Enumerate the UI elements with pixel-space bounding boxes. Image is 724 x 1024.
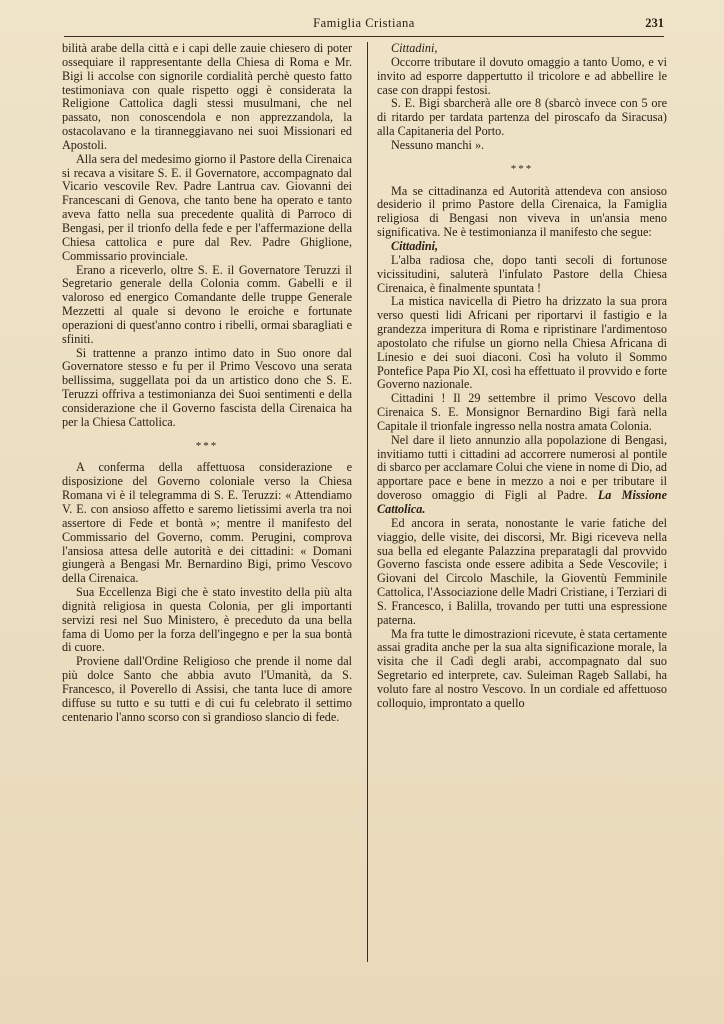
left-column (62, 42, 352, 725)
salutation: Cittadini, (391, 238, 439, 253)
paragraph: Proviene dall'Ordine Religioso che prende il nome dal più dolce Santo che abbia avuto l'Umanità, da S. Francesco, il Poverello di Assisi, che tanta luce di amore diffuse su tutto e su tutti e di cui fu celebrato il settimo centenario l'anno scorso con sì grandioso slancio di fede. (62, 654, 352, 724)
salutation: Cittadini, (391, 41, 438, 55)
paragraph: Sua Eccellenza Bigi che è stato investito della più alta dignità religiosa in questa Colonia, per gli importanti servizi resi nel Suo Ministero, è preceduto da una bella fama di Uomo per la forza dell'ingegno e per la sua bontà di cuore. (62, 585, 352, 655)
column-divider (367, 42, 368, 962)
right-column (377, 42, 667, 711)
paragraph: L'alba radiosa che, dopo tanti secoli di fortunose vicissitudini, saluterà l'infulato Pastore della Chiesa Cirenaica, è finalmente spuntata ! (377, 252, 667, 295)
paragraph-text: Nel dare il lieto annunzio alla popolazione di Bengasi, invitiamo tutti i cittadini ad accorrere numerosi al pontile di sbarco per acclamare Colui che viene in nome di Dio, ad apportare pace e bene in mezzo a noi e per tributare il doveroso omaggio di Figli al Padre. (377, 432, 667, 503)
section-separator: *** (510, 162, 534, 175)
paragraph: Erano a riceverlo, oltre S. E. il Governatore Teruzzi il Segretario generale della Colonia comm. Gabelli e il valoroso ed energico Comandante delle truppe Generale Mezzetti al quale si devono le eroiche e fortunate operazioni di quest'anno contro i ribelli, ormai sbaragliati e sfiniti. (62, 262, 352, 346)
paragraph: bilità arabe della città e i capi delle zauie chiesero di poter ossequiare il rappresentante della Chiesa di Roma e Mr. Bigi li accolse con signorile cordialità perchè questo fatto testimoniava con quale rispetto oggi è considerata la Religione Cattolica dagli stessi musulmani, che nel passato, non conoscendola e non apprezzandola, la ostacolavano e la tiranneggiavano nei suoi Missionari ed Apostoli. (62, 41, 352, 152)
paragraph: La mistica navicella di Pietro ha drizzato la sua prora verso questi lidi Africani per riportarvi il fastigio e la grandezza imperitura di Roma e ripristinare l'ardimentoso apostolato che rifulse un giorno nella Chiesa Africana di Linesio e dei suoi diaconi. Così ha voluto il Sommo Pontefice Papa Pio XI, così ha effettuato il provvido e forte Governo nazionale. (377, 294, 667, 392)
paragraph: Alla sera del medesimo giorno il Pastore della Cirenaica si recava a visitare S. E. il Governatore, accompagnato dal Vicario vescovile Rev. Padre Lantrua cav. Giovanni dei Francescani di Genova, che tanto bene ha operato e tanto aveva fatto nella sua precedente qualità di Parroco di Bengasi, per il trionfo della fede e per l'affermazione della Chiesa cattolica e pure dal Rev. Padre Ghiglione, Commissario provinciale. (62, 151, 352, 263)
paragraph: Cittadini ! Il 29 settembre il primo Vescovo della Cirenaica S. E. Monsignor Bernardino Bigi farà nella Capitale il trionfale ingresso nella nostra amata Colonia. (377, 391, 667, 433)
paragraph: Ma fra tutte le dimostrazioni ricevute, è stata certamente assai gradita anche per la sua alta significazione morale, la visita che il Cadì degli arabi, accompagnato dal suo Segretario ed interprete, cav. Suleiman Rageb Sallabi, ha voluto fare al nostro Vescovo. In un cordiale ed affettuoso colloquio, improntato a quello (377, 626, 667, 710)
paragraph: A conferma della affettuosa considerazione e disposizione del Governo coloniale verso la Chiesa Romana vi è il telegramma di S. E. Teruzzi: « Attendiamo V. E. con ansioso affetto e saremo lietissimi averla tra noi assertore di Fede et bontà »; mentre il manifesto del Commissario del Governo, comm. Perugini, comprova l'ansiosa attesa delle autorità e dei cittadini: « Domani giungerà a Bengasi Mr. Bernardino Bigi, primo Vescovo della Cirenaica. (62, 460, 352, 586)
section-separator: *** (195, 439, 219, 452)
page-header (64, 14, 664, 37)
paragraph: Nessuno manchi ». (391, 137, 485, 152)
running-title: Famiglia Cristiana (313, 16, 415, 30)
page-number: 231 (645, 16, 664, 30)
paragraph: Ed ancora in serata, nonostante le varie fatiche del viaggio, delle visite, dei discorsi, Mr. Bigi riceveva nella sua bella ed elegante Palazzina preparatagli dal provvido Governo fascista onde essere adibita a Sede Vescovile; i Giovani del Circolo Maschile, la Gioventù Femminile Cattolica, l'Associazione delle Madri Cristiane, i Terziari di S. Francesco, i Balilla, trovando per tutti una espressione paterna. (377, 515, 667, 627)
signature: La Missione Cattolica. (377, 488, 667, 516)
paragraph (377, 434, 667, 517)
paragraph: S. E. Bigi sbarcherà alle ore 8 (sbarcò invece con 5 ore di ritardo per tardata partenza del piroscafo da Siracusa) alla Capitaneria del Porto. (377, 96, 667, 139)
paragraph: Si trattenne a pranzo intimo dato in Suo onore dal Governatore stesso e fu per il Primo Vescovo una serata bellissima, suggellata poi da un artistico dono che S. E. Teruzzi offriva a testimonianza dei Suoi sentimenti e della considerazione che il Governo fascista della Cirenaica ha per la Chiesa Cattolica. (62, 345, 352, 429)
paragraph: Ma se cittadinanza ed Autorità attendeva con ansioso desiderio il primo Pastore della Cirenaica, la Famiglia religiosa di Bengasi non viveva in un'ansia meno significativa. Ne è testimonianza il manifesto che segue: (377, 183, 667, 240)
paragraph: Occorre tributare il dovuto omaggio a tanto Uomo, e vi invito ad esporre dappertutto il tricolore e ad abbellire le case con drappi festosi. (377, 54, 667, 97)
